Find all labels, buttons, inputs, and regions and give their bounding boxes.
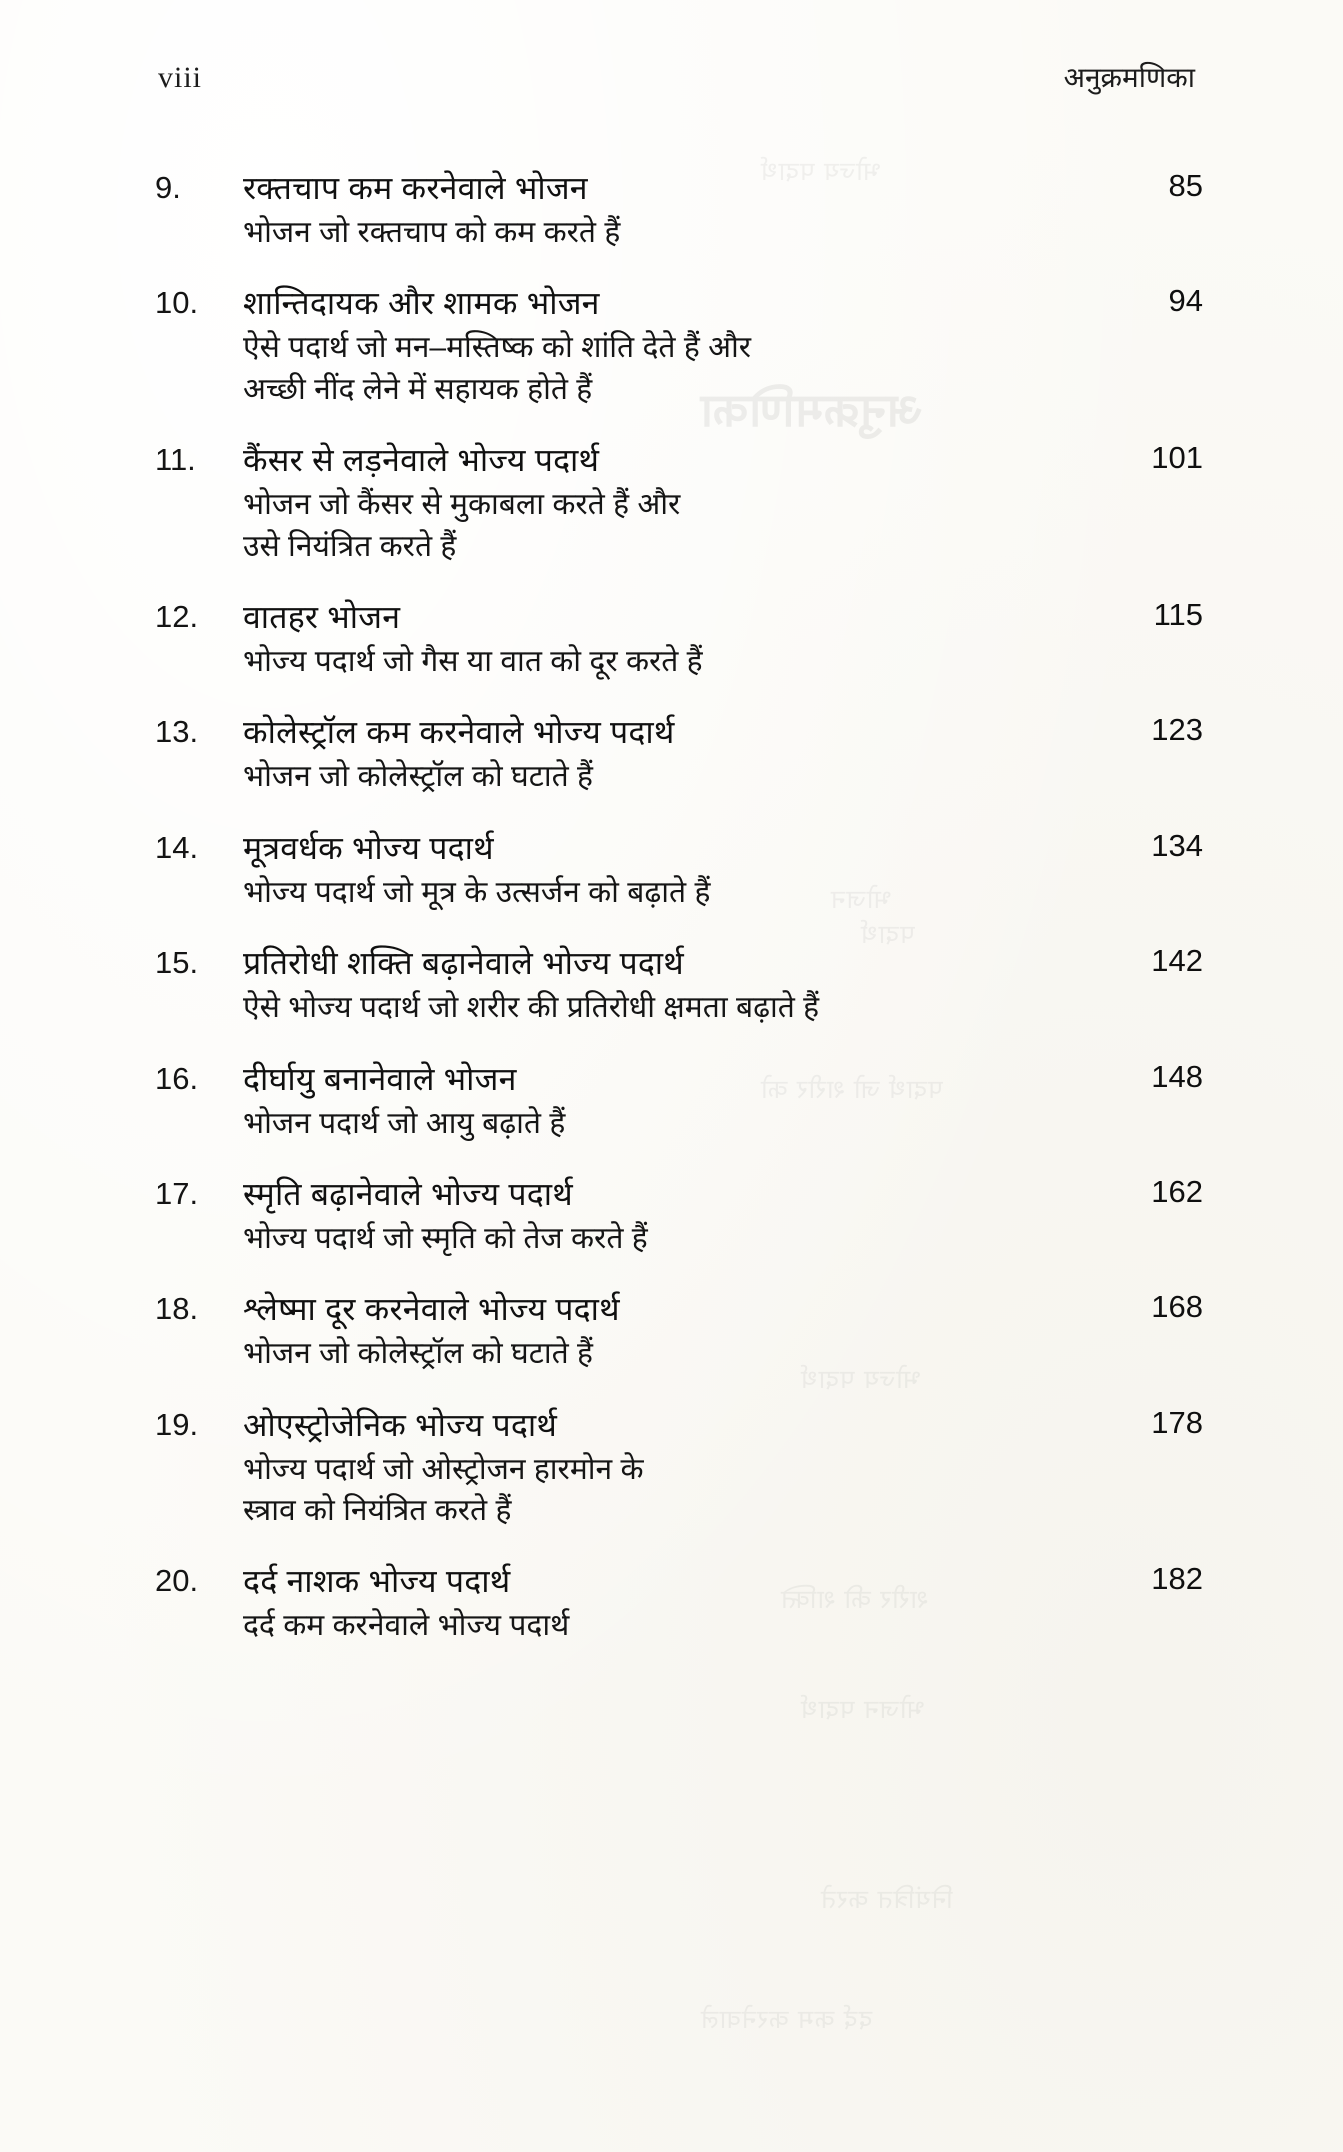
toc-entry-number: 17. [155, 1175, 199, 1211]
toc-entry-page: 178 [1151, 1404, 1203, 1440]
toc-entry-subtitle-line: उसे नियंत्रित करते हैं [243, 529, 457, 563]
toc-entry-text [243, 597, 1203, 682]
toc-entry-subtitle [243, 327, 1093, 410]
toc-entry-subtitle-line: भोज्य पदार्थ जो स्मृति को तेज करते हैं [243, 1221, 648, 1255]
toc-entry-page: 85 [1168, 168, 1203, 203]
toc-entry-subtitle-line: भोजन जो कैंसर से मुकाबला करते हैं और [243, 488, 681, 522]
toc-entry-subtitle [243, 987, 1093, 1028]
toc-entry-subtitle-line: भोजन पदार्थ जो आयु बढ़ाते हैं [243, 1106, 566, 1140]
toc-entry-text [243, 1289, 1203, 1374]
toc-entry[interactable] [155, 1059, 1203, 1144]
toc-entry-number: 9. [155, 170, 181, 205]
toc-entry-subtitle [243, 1218, 1093, 1259]
toc-entry-subtitle [243, 756, 1093, 797]
toc-entry-title: वातहर भोजन [243, 598, 401, 635]
toc-entry[interactable] [155, 1405, 1203, 1532]
paper-bleed-through: दर्द कम करनेवाले [700, 2004, 873, 2034]
toc-entry-number: 19. [155, 1406, 199, 1442]
toc-entry-text [243, 168, 1203, 253]
toc-entry-title: कैंसर से लड़नेवाले भोज्य पदार्थ [243, 442, 600, 479]
toc-entry[interactable] [155, 1174, 1203, 1259]
toc-entry-number: 20. [155, 1563, 199, 1599]
toc-entry-title: कोलेस्ट्रॉल कम करनेवाले भोज्य पदार्थ [243, 714, 675, 751]
toc-entry-page: 148 [1151, 1058, 1203, 1094]
toc-entry-title: श्लेष्मा दूर करनेवाले भोज्य पदार्थ [243, 1291, 620, 1328]
toc-entry-subtitle-line: दर्द कम करनेवाले भोज्य पदार्थ [243, 1609, 570, 1643]
toc-entry-subtitle-line: भोज्य पदार्थ जो ओस्ट्रोजन हारमोन के [243, 1452, 644, 1486]
toc-entry-subtitle-line: ऐसे भोज्य पदार्थ जो शरीर की प्रतिरोधी क्षमता बढ़ाते हैं [243, 991, 820, 1025]
toc-entry-subtitle-line: भोज्य पदार्थ जो मूत्र के उत्सर्जन को बढ़ाते हैं [243, 875, 711, 909]
paper-bleed-through: पदार्थ [860, 919, 915, 949]
paper-bleed-through: शरीर की शक्ति [780, 1584, 929, 1614]
toc-entry[interactable] [155, 597, 1203, 682]
toc-entry-page: 123 [1151, 712, 1203, 748]
toc-entry-title: स्मृति बढ़ानेवाले भोज्य पदार्थ [243, 1175, 573, 1212]
toc-entry-subtitle-line: भोजन जो रक्तचाप को कम करते हैं [243, 216, 621, 249]
toc-entry-text [243, 1405, 1203, 1532]
toc-entry[interactable] [155, 168, 1203, 253]
toc-entry-subtitle-line: भोजन जो कोलेस्ट्रॉल को घटाते हैं [243, 760, 593, 794]
toc-entry-subtitle [243, 484, 1093, 567]
toc-entry-title: दीर्घायु बनानेवाले भोजन [243, 1060, 517, 1097]
toc-entry-subtitle [243, 641, 1093, 682]
toc-entry-title: शान्तिदायक और शामक भोजन [243, 285, 600, 322]
toc-entry-subtitle [243, 212, 1093, 253]
toc-entry-text [243, 943, 1203, 1028]
page-header [158, 58, 1195, 96]
toc-entry-subtitle-line: स्त्राव को नियंत्रित करते हैं [243, 1494, 512, 1528]
toc-entry-title: प्रतिरोधी शक्ति बढ़ानेवाले भोज्य पदार्थ [243, 945, 684, 982]
toc-entry-title: दर्द नाशक भोज्य पदार्थ [243, 1563, 511, 1600]
running-head: अनुक्रमणिका [1063, 62, 1195, 93]
toc-entry-page: 162 [1151, 1173, 1203, 1209]
paper-bleed-through: भोज्य पदार्थ [760, 156, 882, 186]
toc-entry[interactable] [155, 712, 1203, 797]
toc-entry-page: 142 [1151, 943, 1203, 979]
toc-entry-title: मूत्रवर्धक भोज्य पदार्थ [243, 829, 494, 866]
folio-number: viii [158, 61, 203, 94]
toc-entry-text [243, 283, 1203, 410]
toc-entry[interactable] [155, 1561, 1203, 1646]
toc-entry-title: रक्तचाप कम करनेवाले भोजन [243, 170, 588, 206]
paper-bleed-through: भोज्य पदार्थ [800, 1364, 922, 1394]
toc-entry-number: 13. [155, 714, 199, 750]
paper-bleed-through: नियंत्रित करते [820, 1884, 953, 1914]
toc-entry-number: 11. [155, 442, 196, 478]
toc-entry-number: 14. [155, 829, 199, 865]
toc-entry-subtitle-line: भोजन जो कोलेस्ट्रॉल को घटाते हैं [243, 1337, 593, 1371]
toc-entry[interactable] [155, 828, 1203, 913]
toc-entry-subtitle [243, 1333, 1093, 1374]
toc-entry-subtitle [243, 872, 1093, 913]
paper-bleed-through: भोजन [830, 884, 892, 914]
toc-entry-text [243, 712, 1203, 797]
toc-entry-number: 18. [155, 1291, 199, 1327]
paper-bleed-through: पदार्थ जो शरीर को [760, 1074, 944, 1104]
toc-entry-page: 94 [1168, 283, 1203, 319]
toc-entry-number: 16. [155, 1060, 199, 1096]
toc-entry-number: 15. [155, 945, 199, 981]
toc-entry-text [243, 1561, 1203, 1646]
toc-entry[interactable] [155, 440, 1203, 567]
toc-entry-text [243, 828, 1203, 913]
toc-entry-text [243, 1059, 1203, 1144]
toc-entry-number: 12. [155, 598, 199, 634]
toc-entry-subtitle-line: अच्छी नींद लेने में सहायक होते हैं [243, 372, 593, 406]
toc-entry[interactable] [155, 1289, 1203, 1374]
toc-entry-title: ओएस्ट्रोजेनिक भोज्य पदार्थ [243, 1406, 557, 1443]
paper-bleed-through: अनुक्रमणिका [700, 384, 922, 436]
toc-entry-number: 10. [155, 285, 199, 321]
toc-entry-page: 101 [1151, 440, 1203, 476]
toc-entry[interactable] [155, 283, 1203, 410]
toc-entry-page: 115 [1153, 596, 1203, 632]
toc-entry-page: 134 [1151, 827, 1203, 863]
toc-entry-subtitle-line: ऐसे पदार्थ जो मन–मस्तिष्क को शांति देते हैं और [243, 331, 752, 365]
toc-entry-page: 182 [1151, 1561, 1203, 1597]
toc-entry-subtitle [243, 1605, 1093, 1646]
table-of-contents [155, 168, 1203, 1677]
paper-bleed-through: भोजन पदार्थ [800, 1694, 925, 1724]
toc-entry-page: 168 [1151, 1289, 1203, 1325]
toc-entry-subtitle [243, 1103, 1093, 1144]
toc-entry-text [243, 1174, 1203, 1259]
toc-entry-subtitle-line: भोज्य पदार्थ जो गैस या वात को दूर करते हैं [243, 644, 703, 678]
toc-entry-subtitle [243, 1449, 1093, 1532]
toc-entry[interactable] [155, 943, 1203, 1028]
toc-entry-text [243, 440, 1203, 567]
